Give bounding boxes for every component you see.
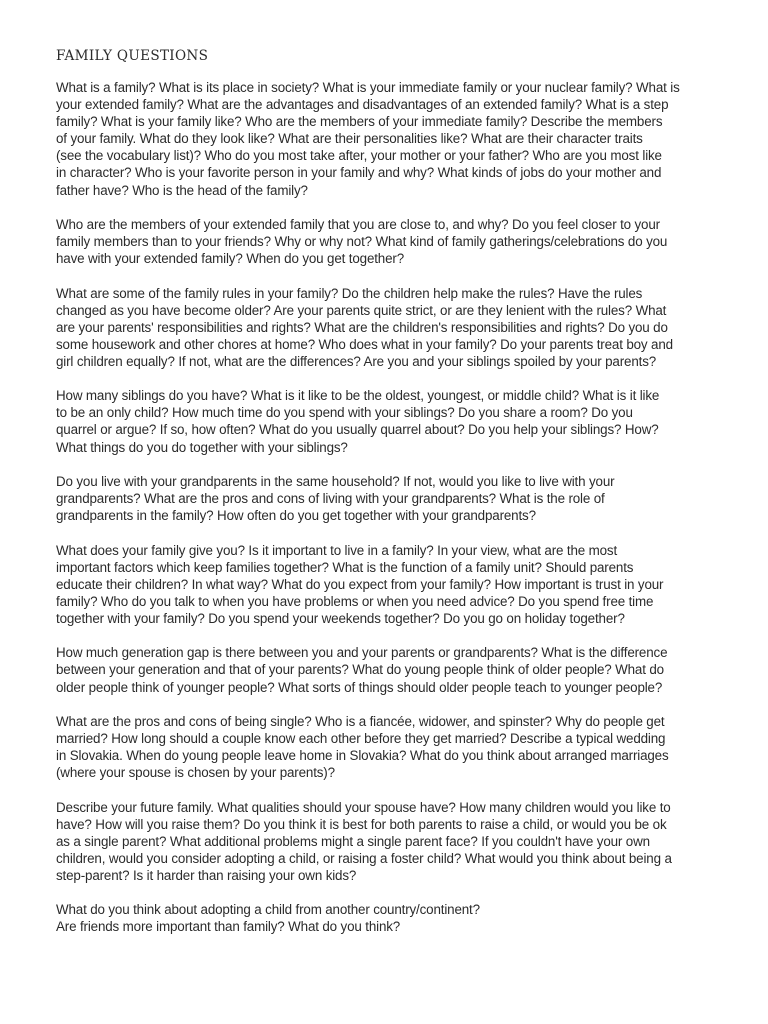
text-line: to be an only child? How much time do you spend with your siblings? Do you share a room? Do you [56,405,633,421]
text-line: step-parent? Is it harder than raising your own kids? [56,867,357,883]
text-line: have with your extended family? When do you get together? [56,251,405,267]
text-line: of your family. What do they look like? What are their personalities like? What are their character traits [56,131,643,147]
document-title: FAMILY QUESTIONS [56,48,209,64]
paragraph-10 [56,901,724,935]
text-line: girl children equally? If not, what are the differences? Are you and your siblings spoiled by your parents? [56,353,657,369]
text-line: as a single parent? What additional problems might a single parent face? If you couldn't have your own [56,833,650,849]
text-line: What is a family? What is its place in society? What is your immediate family or your nuclear family? What is [56,80,680,95]
text-line: family members than to your friends? Why or why not? What kind of family gatherings/celebrations do you [56,234,668,250]
paragraph-9 [56,799,724,884]
text-line: some housework and other chores at home? Who does what in your family? Do your parents treat boy and [56,336,673,352]
text-line: quarrel or argue? If so, how often? What do you usually quarrel about? Do you help your siblings? How? [56,422,659,438]
text-line: Describe your future family. What qualities should your spouse have? How many children would you like to [56,799,671,815]
paragraph-3 [56,285,724,370]
text-line: grandparents? What are the pros and cons of living with your grandparents? What is the role of [56,491,605,507]
paragraph-5 [56,473,724,524]
text-line: changed as you have become older? Are your parents quite strict, or are they lenient with the rules? What [56,302,667,318]
text-line: educate their children? In what way? What do you expect from your family? How important is trust in your [56,576,664,592]
text-line: are your parents' responsibilities and rights? What are the children's responsibilities and rights? Do you do [56,319,668,335]
paragraph-8 [56,713,724,781]
text-line: grandparents in the family? How often do you get together with your grandparents? [56,508,536,524]
text-line: older people think of younger people? What sorts of things should older people teach to younger people? [56,679,663,695]
paragraph-6 [56,542,724,627]
text-line: Who are the members of your extended family that you are close to, and why? Do you feel closer to your [56,216,660,232]
text-line: Are friends more important than family? What do you think? [56,919,401,935]
text-line: children, would you consider adopting a child, or raising a foster child? What would you think about being a [56,850,672,866]
text-line: (see the vocabulary list)? Who do you most take after, your mother or your father? Who are you most like [56,148,662,164]
paragraph-7 [56,644,724,695]
text-line: in Slovakia. When do young people leave home in Slovakia? What do you think about arranged marriages [56,748,669,764]
text-line: What are the pros and cons of being single? Who is a fiancée, widower, and spinster? Why do people get [56,713,665,729]
text-line: What do you think about adopting a child from another country/continent? [56,902,480,918]
text-line: together with your family? Do you spend your weekends together? Do you go on holiday together? [56,610,625,626]
text-line: Do you live with your grandparents in the same household? If not, would you like to live with your [56,473,615,489]
text-line: What does your family give you? Is it important to live in a family? In your view, what are the most [56,542,618,558]
text-line: family? What is your family like? Who are the members of your immediate family? Describe the members [56,114,663,130]
text-line: How much generation gap is there between you and your parents or grandparents? What is the difference [56,645,668,661]
paragraph-2 [56,216,724,267]
text-line: your extended family? What are the advantages and disadvantages of an extended family? What is a step [56,97,669,113]
text-line: How many siblings do you have? What is it like to be the oldest, youngest, or middle child? What is it like [56,388,660,404]
text-line: family? Who do you talk to when you have problems or when you need advice? Do you spend free time [56,593,654,609]
text-line: (where your spouse is chosen by your parents)? [56,765,335,781]
paragraph-1 [56,79,724,199]
text-line: important factors which keep families together? What is the function of a family unit? Should parents [56,559,634,575]
text-line: in character? Who is your favorite person in your family and why? What kinds of jobs do your mother and [56,165,662,181]
text-line: What are some of the family rules in your family? Do the children help make the rules? Have the rules [56,285,643,301]
text-line: married? How long should a couple know each other before they get married? Describe a typical wedding [56,730,666,746]
text-line: father have? Who is the head of the family? [56,182,308,198]
text-line: What things do you do together with your siblings? [56,439,348,455]
document-page [56,46,724,936]
text-line: between your generation and that of your parents? What do young people think of older people? What do [56,662,664,678]
paragraph-4 [56,387,724,455]
text-line: have? How will you raise them? Do you think it is best for both parents to raise a child, or would you be ok [56,816,667,832]
